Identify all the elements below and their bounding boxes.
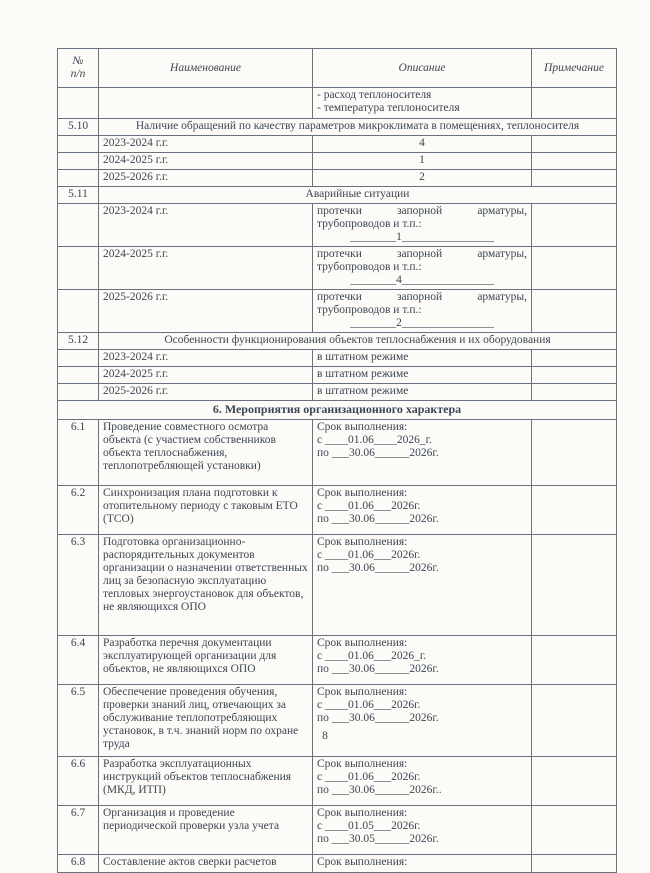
description-cell xyxy=(313,420,532,486)
justified-word: запорной xyxy=(396,248,443,260)
note-cell xyxy=(532,247,617,290)
note-cell xyxy=(532,806,617,855)
row-number-cell: 6.4 xyxy=(58,636,99,685)
table-row xyxy=(58,367,617,384)
row-number-cell: 5.12 xyxy=(58,333,99,350)
description-cell: 1 xyxy=(313,153,532,170)
description-cell xyxy=(313,290,532,333)
description-cell: в штатном режиме xyxy=(313,384,532,401)
note-cell xyxy=(532,367,617,384)
row-number-cell: 6.2 xyxy=(58,486,99,535)
justified-line xyxy=(317,248,527,261)
justified-line xyxy=(317,291,527,304)
row-number-cell xyxy=(58,88,99,119)
desc-line: Срок выполнения: xyxy=(317,686,408,698)
description-cell xyxy=(313,535,532,636)
desc-line: Срок выполнения: xyxy=(317,421,408,433)
row-number-cell: 6.1 xyxy=(58,420,99,486)
justified-word: запорной xyxy=(396,291,443,303)
name-cell xyxy=(99,88,313,119)
justified-word: арматуры, xyxy=(477,248,527,260)
note-cell xyxy=(532,535,617,636)
span-text-cell: Особенности функционирования объектов теплоснабжения и их оборудования xyxy=(99,333,617,350)
table-row xyxy=(58,685,617,757)
desc-line: по ___30.06______2026г. xyxy=(317,562,439,574)
note-cell xyxy=(532,420,617,486)
table-row xyxy=(58,333,617,350)
desc-line: Срок выполнения: xyxy=(317,758,408,770)
row-number-cell: 6.7 xyxy=(58,806,99,855)
name-cell: 2024-2025 г.г. xyxy=(99,247,313,290)
value-underline: ________1________________ xyxy=(350,231,494,243)
table-row xyxy=(58,119,617,136)
table-row xyxy=(58,170,617,187)
header-num-line2: п/п xyxy=(70,68,86,80)
description-cell xyxy=(313,685,532,757)
note-cell xyxy=(532,136,617,153)
name-cell: Обеспечение проведения обучения, проверки знаний лиц, отвечающих за обслуживание теплопотребляющих установок, в т.ч. знаний норм по охране труда xyxy=(99,685,313,757)
note-cell xyxy=(532,88,617,119)
value-underline: ________4________________ xyxy=(350,274,494,286)
justified-word: протечки xyxy=(317,248,362,260)
table-row xyxy=(58,204,617,247)
row-number-cell: 6.8 xyxy=(58,855,99,873)
header-name-cell: Наименование xyxy=(99,49,313,88)
note-cell xyxy=(532,204,617,247)
note-cell xyxy=(532,757,617,806)
description-cell xyxy=(313,806,532,855)
name-cell: 2025-2026 г.г. xyxy=(99,384,313,401)
row-number-cell: 5.10 xyxy=(58,119,99,136)
name-cell: 2024-2025 г.г. xyxy=(99,153,313,170)
name-cell: Подготовка организационно-распорядительных документов организации о назначении ответственных лиц за безопасную эксплуатацию тепловых энергоустановок для объектов, не являющихся ОПО xyxy=(99,535,313,636)
header-num-cell xyxy=(58,49,99,88)
table-row xyxy=(58,855,617,873)
desc-line: - расход теплоносителя xyxy=(317,89,432,101)
header-desc-cell: Описание xyxy=(313,49,532,88)
description-cell xyxy=(313,636,532,685)
name-cell: Разработка перечня документации эксплуатирующей организации для объектов, не являющихся ОПО xyxy=(99,636,313,685)
desc-line: с ____01.06___2026г. xyxy=(317,549,421,561)
name-cell: 2025-2026 г.г. xyxy=(99,290,313,333)
row-number-cell xyxy=(58,290,99,333)
name-cell: 2025-2026 г.г. xyxy=(99,170,313,187)
desc-line: по ___30.05______2026г. xyxy=(317,833,439,845)
name-cell: Составление актов сверки расчетов xyxy=(99,855,313,873)
description-cell xyxy=(313,757,532,806)
justified-word: протечки xyxy=(317,291,362,303)
description-cell xyxy=(313,88,532,119)
note-cell xyxy=(532,350,617,367)
note-cell xyxy=(532,170,617,187)
justified-word: арматуры, xyxy=(477,291,527,303)
table-row xyxy=(58,806,617,855)
desc-line: по ___30.06______2026г.. xyxy=(317,784,442,796)
row-number-cell xyxy=(58,170,99,187)
desc-line: Срок выполнения: xyxy=(317,487,408,499)
value-underline: ________2________________ xyxy=(350,317,494,329)
note-cell xyxy=(532,685,617,757)
note-cell xyxy=(532,636,617,685)
table-row xyxy=(58,420,617,486)
section-header-cell: 6. Мероприятия организационного характера xyxy=(58,401,617,420)
table-row xyxy=(58,153,617,170)
description-cell: в штатном режиме xyxy=(313,367,532,384)
justified-line xyxy=(317,205,527,218)
desc-line: трубопроводов и т.п.: xyxy=(317,261,422,273)
name-cell: Организация и проведение периодической проверки узла учета xyxy=(99,806,313,855)
row-number-cell xyxy=(58,136,99,153)
name-cell: Разработка эксплуатационных инструкций объектов теплоснабжения (МКД, ИТП) xyxy=(99,757,313,806)
table-row xyxy=(58,187,617,204)
table-row xyxy=(58,136,617,153)
schedule-table xyxy=(57,48,617,873)
name-cell: 2024-2025 г.г. xyxy=(99,367,313,384)
table-header-row xyxy=(58,49,617,88)
desc-line: по ___30.06______2026г. xyxy=(317,712,439,724)
desc-line: трубопроводов и т.п.: xyxy=(317,304,422,316)
description-cell xyxy=(313,247,532,290)
note-cell xyxy=(532,384,617,401)
desc-line: Срок выполнения: xyxy=(317,637,408,649)
row-number-cell: 6.6 xyxy=(58,757,99,806)
desc-line: - температура теплоносителя xyxy=(317,102,460,114)
justified-word: запорной xyxy=(396,205,443,217)
header-num-line1: № xyxy=(72,55,84,67)
desc-line: трубопроводов и т.п.: xyxy=(317,218,422,230)
table-row xyxy=(58,350,617,367)
table-row xyxy=(58,636,617,685)
desc-line: Срок выполнения: xyxy=(317,536,408,548)
desc-line: с ____01.06____2026_г. xyxy=(317,434,432,446)
row-number-cell xyxy=(58,153,99,170)
table-row xyxy=(58,401,617,420)
row-number-cell xyxy=(58,204,99,247)
row-number-cell xyxy=(58,247,99,290)
table-row xyxy=(58,757,617,806)
name-cell: 2023-2024 г.г. xyxy=(99,350,313,367)
desc-line: Срок выполнения: xyxy=(317,856,408,868)
table-row xyxy=(58,384,617,401)
desc-line: по ___30.06______2026г. xyxy=(317,447,439,459)
row-number-cell: 5.11 xyxy=(58,187,99,204)
desc-line: с ____01.06___2026г. xyxy=(317,771,421,783)
note-cell xyxy=(532,486,617,535)
description-cell xyxy=(313,855,532,873)
description-cell: в штатном режиме xyxy=(313,350,532,367)
header-note-cell: Примечание xyxy=(532,49,617,88)
desc-line: по ___30.06______2026г. xyxy=(317,513,439,525)
description-cell: 2 xyxy=(313,170,532,187)
justified-word: протечки xyxy=(317,205,362,217)
table-row xyxy=(58,290,617,333)
span-text-cell: Наличие обращений по качеству параметров микроклимата в помещениях, теплоносителя xyxy=(99,119,617,136)
description-cell xyxy=(313,204,532,247)
span-text-cell: Аварийные ситуации xyxy=(99,187,617,204)
justified-word: арматуры, xyxy=(477,205,527,217)
table-row xyxy=(58,247,617,290)
row-number-cell xyxy=(58,350,99,367)
row-number-cell: 6.3 xyxy=(58,535,99,636)
table-row xyxy=(58,88,617,119)
description-cell xyxy=(313,486,532,535)
desc-line: с ____01.06___2026_г. xyxy=(317,650,427,662)
note-cell xyxy=(532,855,617,873)
desc-line: с ____01.06___2026г. xyxy=(317,699,421,711)
table-row xyxy=(58,486,617,535)
page-number: 8 xyxy=(322,730,328,742)
desc-line: по ___30.06______2026г. xyxy=(317,663,439,675)
desc-line: с ____01.06___2026г. xyxy=(317,500,421,512)
name-cell: Синхронизация плана подготовки к отопительному периоду с таковым ЕТО (ТСО) xyxy=(99,486,313,535)
description-cell: 4 xyxy=(313,136,532,153)
name-cell: 2023-2024 г.г. xyxy=(99,204,313,247)
row-number-cell xyxy=(58,384,99,401)
row-number-cell xyxy=(58,367,99,384)
note-cell xyxy=(532,290,617,333)
table-row xyxy=(58,535,617,636)
name-cell: 2023-2024 г.г. xyxy=(99,136,313,153)
desc-line: с ____01.05___2026г. xyxy=(317,820,421,832)
note-cell xyxy=(532,153,617,170)
row-number-cell: 6.5 xyxy=(58,685,99,757)
name-cell: Проведение совместного осмотра объекта (с участием собственников объекта теплоснабжения, теплопотребляющей установки) xyxy=(99,420,313,486)
desc-line: Срок выполнения: xyxy=(317,807,408,819)
